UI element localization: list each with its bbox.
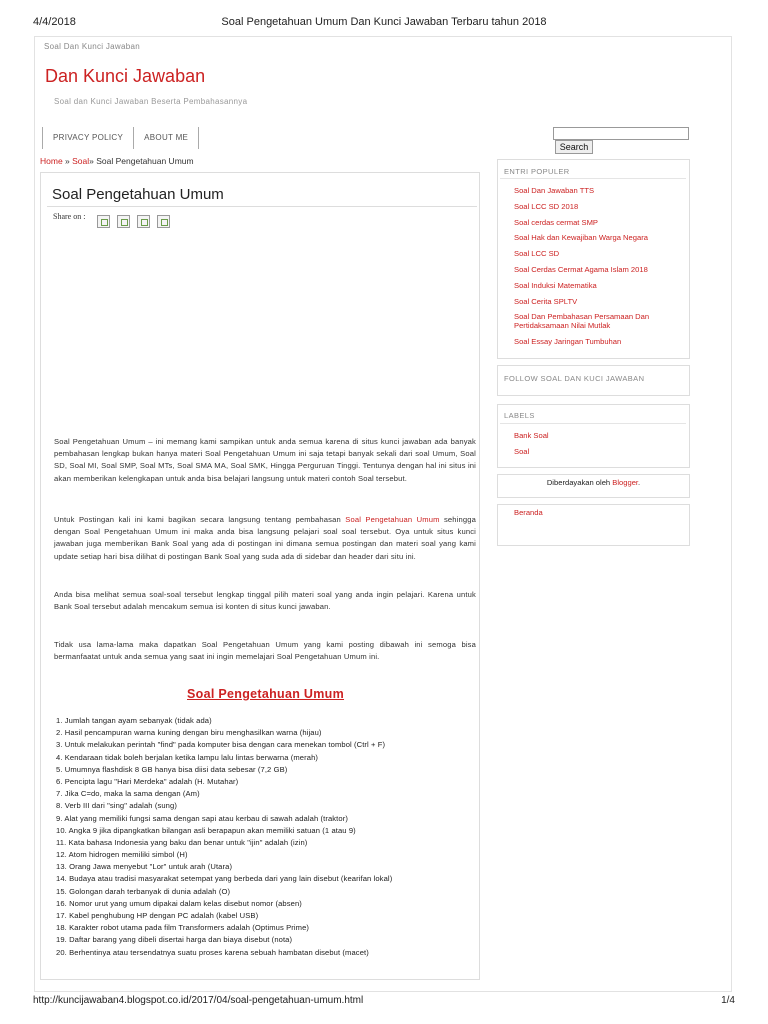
powered-by <box>497 478 690 487</box>
paragraph-text: sehingga dengan Soal Pengetahuan Umum ini maka anda bisa langsung pelajari soal soal tersebut. Oya untuk situs kunci jawaban juga memberikan Bank Soal yang ada di postingan ini dimana semua postingan dan materi soal yang kami update setiap hari bisa dilihat di postingan Bank Soal yang suda ada di sidebar dan header dari situ ini. <box>54 515 476 561</box>
share-icon[interactable] <box>137 215 150 228</box>
print-title: Soal Pengetahuan Umum Dan Kunci Jawaban Terbaru tahun 2018 <box>221 16 547 28</box>
post-link[interactable]: Soal Pengetahuan Umum <box>345 515 440 524</box>
popular-post-link[interactable]: Soal LCC SD 2018 <box>514 201 579 211</box>
list-item: 4. Kendaraan tidak boleh berjalan ketika lampu lalu lintas berwarna (merah) <box>56 752 319 762</box>
print-footer <box>33 995 735 1009</box>
list-item: 5. Umumnya flashdisk 8 GB hanya bisa diisi data sebesar (7,2 GB) <box>56 764 288 774</box>
share-icon[interactable] <box>157 215 170 228</box>
label-link[interactable]: Bank Soal <box>514 431 549 440</box>
share-icon[interactable] <box>97 215 110 228</box>
list-item: 13. Orang Jawa menyebut "Lor" untuk arah (Utara) <box>56 862 233 872</box>
search-button[interactable]: Search <box>555 140 593 154</box>
divider <box>500 178 686 179</box>
print-url: http://kuncijawaban4.blogspot.co.id/2017/04/soal-pengetahuan-umum.html <box>33 995 364 1006</box>
popular-post-link[interactable]: Soal LCC SD <box>514 249 560 259</box>
beranda-link[interactable]: Beranda <box>514 508 543 517</box>
sidebar-heading: LABELS <box>504 411 535 420</box>
blogger-link[interactable]: Blogger <box>612 478 639 487</box>
list-item: 19. Daftar barang yang dibeli disertai harga dan biaya disebut (nota) <box>56 935 293 945</box>
post-paragraph-2 <box>54 514 476 563</box>
topbar-link[interactable]: Soal Dan Kunci Jawaban <box>44 42 140 51</box>
search-input[interactable] <box>553 127 689 140</box>
breadcrumb <box>40 156 194 166</box>
breadcrumb-separator: » <box>62 156 73 166</box>
print-header <box>33 16 735 30</box>
list-item: 8. Verb III dari "sing" adalah (sung) <box>56 801 177 811</box>
question-list <box>56 715 476 959</box>
list-item: 17. Kabel penghubung HP dengan PC adalah (kabel USB) <box>56 911 259 920</box>
popular-posts-list <box>514 186 684 353</box>
list-item: 18. Karakter robot utama pada film Transformers adalah (Optimus Prime) <box>56 923 310 933</box>
powered-text: Diberdayakan oleh <box>546 478 613 487</box>
share-icons <box>97 215 170 228</box>
print-date: 4/4/2018 <box>33 16 76 28</box>
list-item: 2. Hasil pencampuran warna kuning dengan biru menghasilkan warna (hijau) <box>56 728 322 738</box>
list-item: 14. Budaya atau tradisi masyarakat setempat yang berbeda dari yang lain disebut (kearifan lokal) <box>56 874 393 884</box>
list-item: 7. Jika C=do, maka la sama dengan (Am) <box>56 789 200 799</box>
sidebar-heading: FOLLOW SOAL DAN KUCI JAWABAN <box>504 374 645 383</box>
breadcrumb-category[interactable]: Soal <box>72 156 90 166</box>
labels-list <box>514 431 684 463</box>
page-number: 1/4 <box>721 995 735 1006</box>
popular-post-link[interactable]: Soal Dan Jawaban TTS <box>514 186 595 195</box>
list-item: 12. Atom hidrogen memiliki simbol (H) <box>56 850 188 860</box>
share-icon[interactable] <box>117 215 130 228</box>
popular-post-link[interactable]: Soal Hak dan Kewajiban Warga Negara <box>514 233 648 243</box>
popular-post-link[interactable]: Soal Cerita SPLTV <box>514 296 578 306</box>
popular-post-link[interactable]: Soal cerdas cermat SMP <box>514 217 598 227</box>
popular-post-link[interactable]: Soal Essay Jaringan Tumbuhan <box>514 337 622 347</box>
divider <box>500 423 686 424</box>
list-item: 9. Alat yang memiliki fungsi sama dengan sapi atau kerbau di sawah adalah (traktor) <box>56 813 348 823</box>
popular-post-link[interactable]: Soal Induksi Matematika <box>514 280 597 290</box>
post-paragraph-4: Tidak usa lama-lama maka dapatkan Soal Pengetahuan Umum yang kami posting dibawah ini semoga bisa bermanfaatat untuk anda semua yang saat ini ingin memelajari Soal Pengetahuan Umum ini. <box>54 640 476 662</box>
post-paragraph-1: Soal Pengetahuan Umum – ini memang kami sampikan untuk anda semua karena di situs kunci jawaban ada banyak pembahasan lengkap bukan hanya materi Soal Pengetahuan Umum ini saja tetapi banyak sekali dari soal Umum, Soal SD, Soal MI, Soal SMP, Soal MTs, Soal SMA MA, Soal SMK, Hingga Perguruan Tinggi. Tentunya dengan hal ini situs ini akan memberikan kelengkapan untuk anda bisa belajari langsung untuk materi contoh Soal tersebut. <box>54 437 476 483</box>
list-item: 11. Kata bahasa Indonesia yang baku dan benar untuk "ijin" adalah (izin) <box>56 837 308 847</box>
list-item: 10. Angka 9 jika dipangkatkan bilangan asli berapapun akan memiliki satuan (1 atau 9) <box>56 825 356 835</box>
post-title: Soal Pengetahuan Umum <box>52 186 224 203</box>
blog-description: Soal dan Kunci Jawaban Beserta Pembahasannya <box>54 97 248 106</box>
list-item: 16. Nomor urut yang umum dipakai dalam kelas disebut nomor (absen) <box>56 898 302 908</box>
breadcrumb-home[interactable]: Home <box>40 156 63 166</box>
share-label: Share on : <box>53 212 86 221</box>
section-title: Soal Pengetahuan Umum <box>187 687 345 701</box>
paragraph-text: Untuk Postingan kali ini kami bagikan secara langsung tentang pembahasan <box>54 515 346 524</box>
list-item: 3. Untuk melakukan perintah "find" pada komputer bisa dengan cara menekan tombol (Ctrl + F) <box>56 740 386 750</box>
divider <box>47 206 477 207</box>
breadcrumb-current: Soal Pengetahuan Umum <box>96 156 194 166</box>
popular-post-link[interactable]: Soal Dan Pembahasan Persamaan Dan Pertidaksamaan Nilai Mutlak <box>514 312 650 331</box>
list-item: 20. Berhentinya atau tersendatnya suatu proses karena sebuah hambatan disebut (macet) <box>56 947 369 957</box>
popular-post-link[interactable]: Soal Cerdas Cermat Agama Islam 2018 <box>514 264 648 274</box>
powered-text: . <box>638 478 641 487</box>
sidebar-heading: ENTRI POPULER <box>504 167 570 176</box>
list-item: 1. Jumlah tangan ayam sebanyak (tidak ada) <box>56 716 212 725</box>
top-nav <box>42 127 199 149</box>
list-item: 6. Pencipta lagu "Hari Merdeka" adalah (H. Mutahar) <box>56 776 239 786</box>
blog-title[interactable]: Dan Kunci Jawaban <box>45 66 206 86</box>
label-link[interactable]: Soal <box>514 446 530 456</box>
post-paragraph-3: Anda bisa melihat semua soal-soal tersebut lengkap tinggal pilih materi soal yang anda ingin pelajari. Karena untuk Bank Soal tersebut adalah mencakum semua isi konten di situs kunci jawaban. <box>54 590 476 612</box>
nav-privacy-policy[interactable]: PRIVACY POLICY <box>43 127 134 149</box>
breadcrumb-separator: » <box>89 156 97 166</box>
nav-about-me[interactable]: ABOUT ME <box>134 127 199 149</box>
list-item: 15. Golongan darah terbanyak di dunia adalah (O) <box>56 886 231 896</box>
